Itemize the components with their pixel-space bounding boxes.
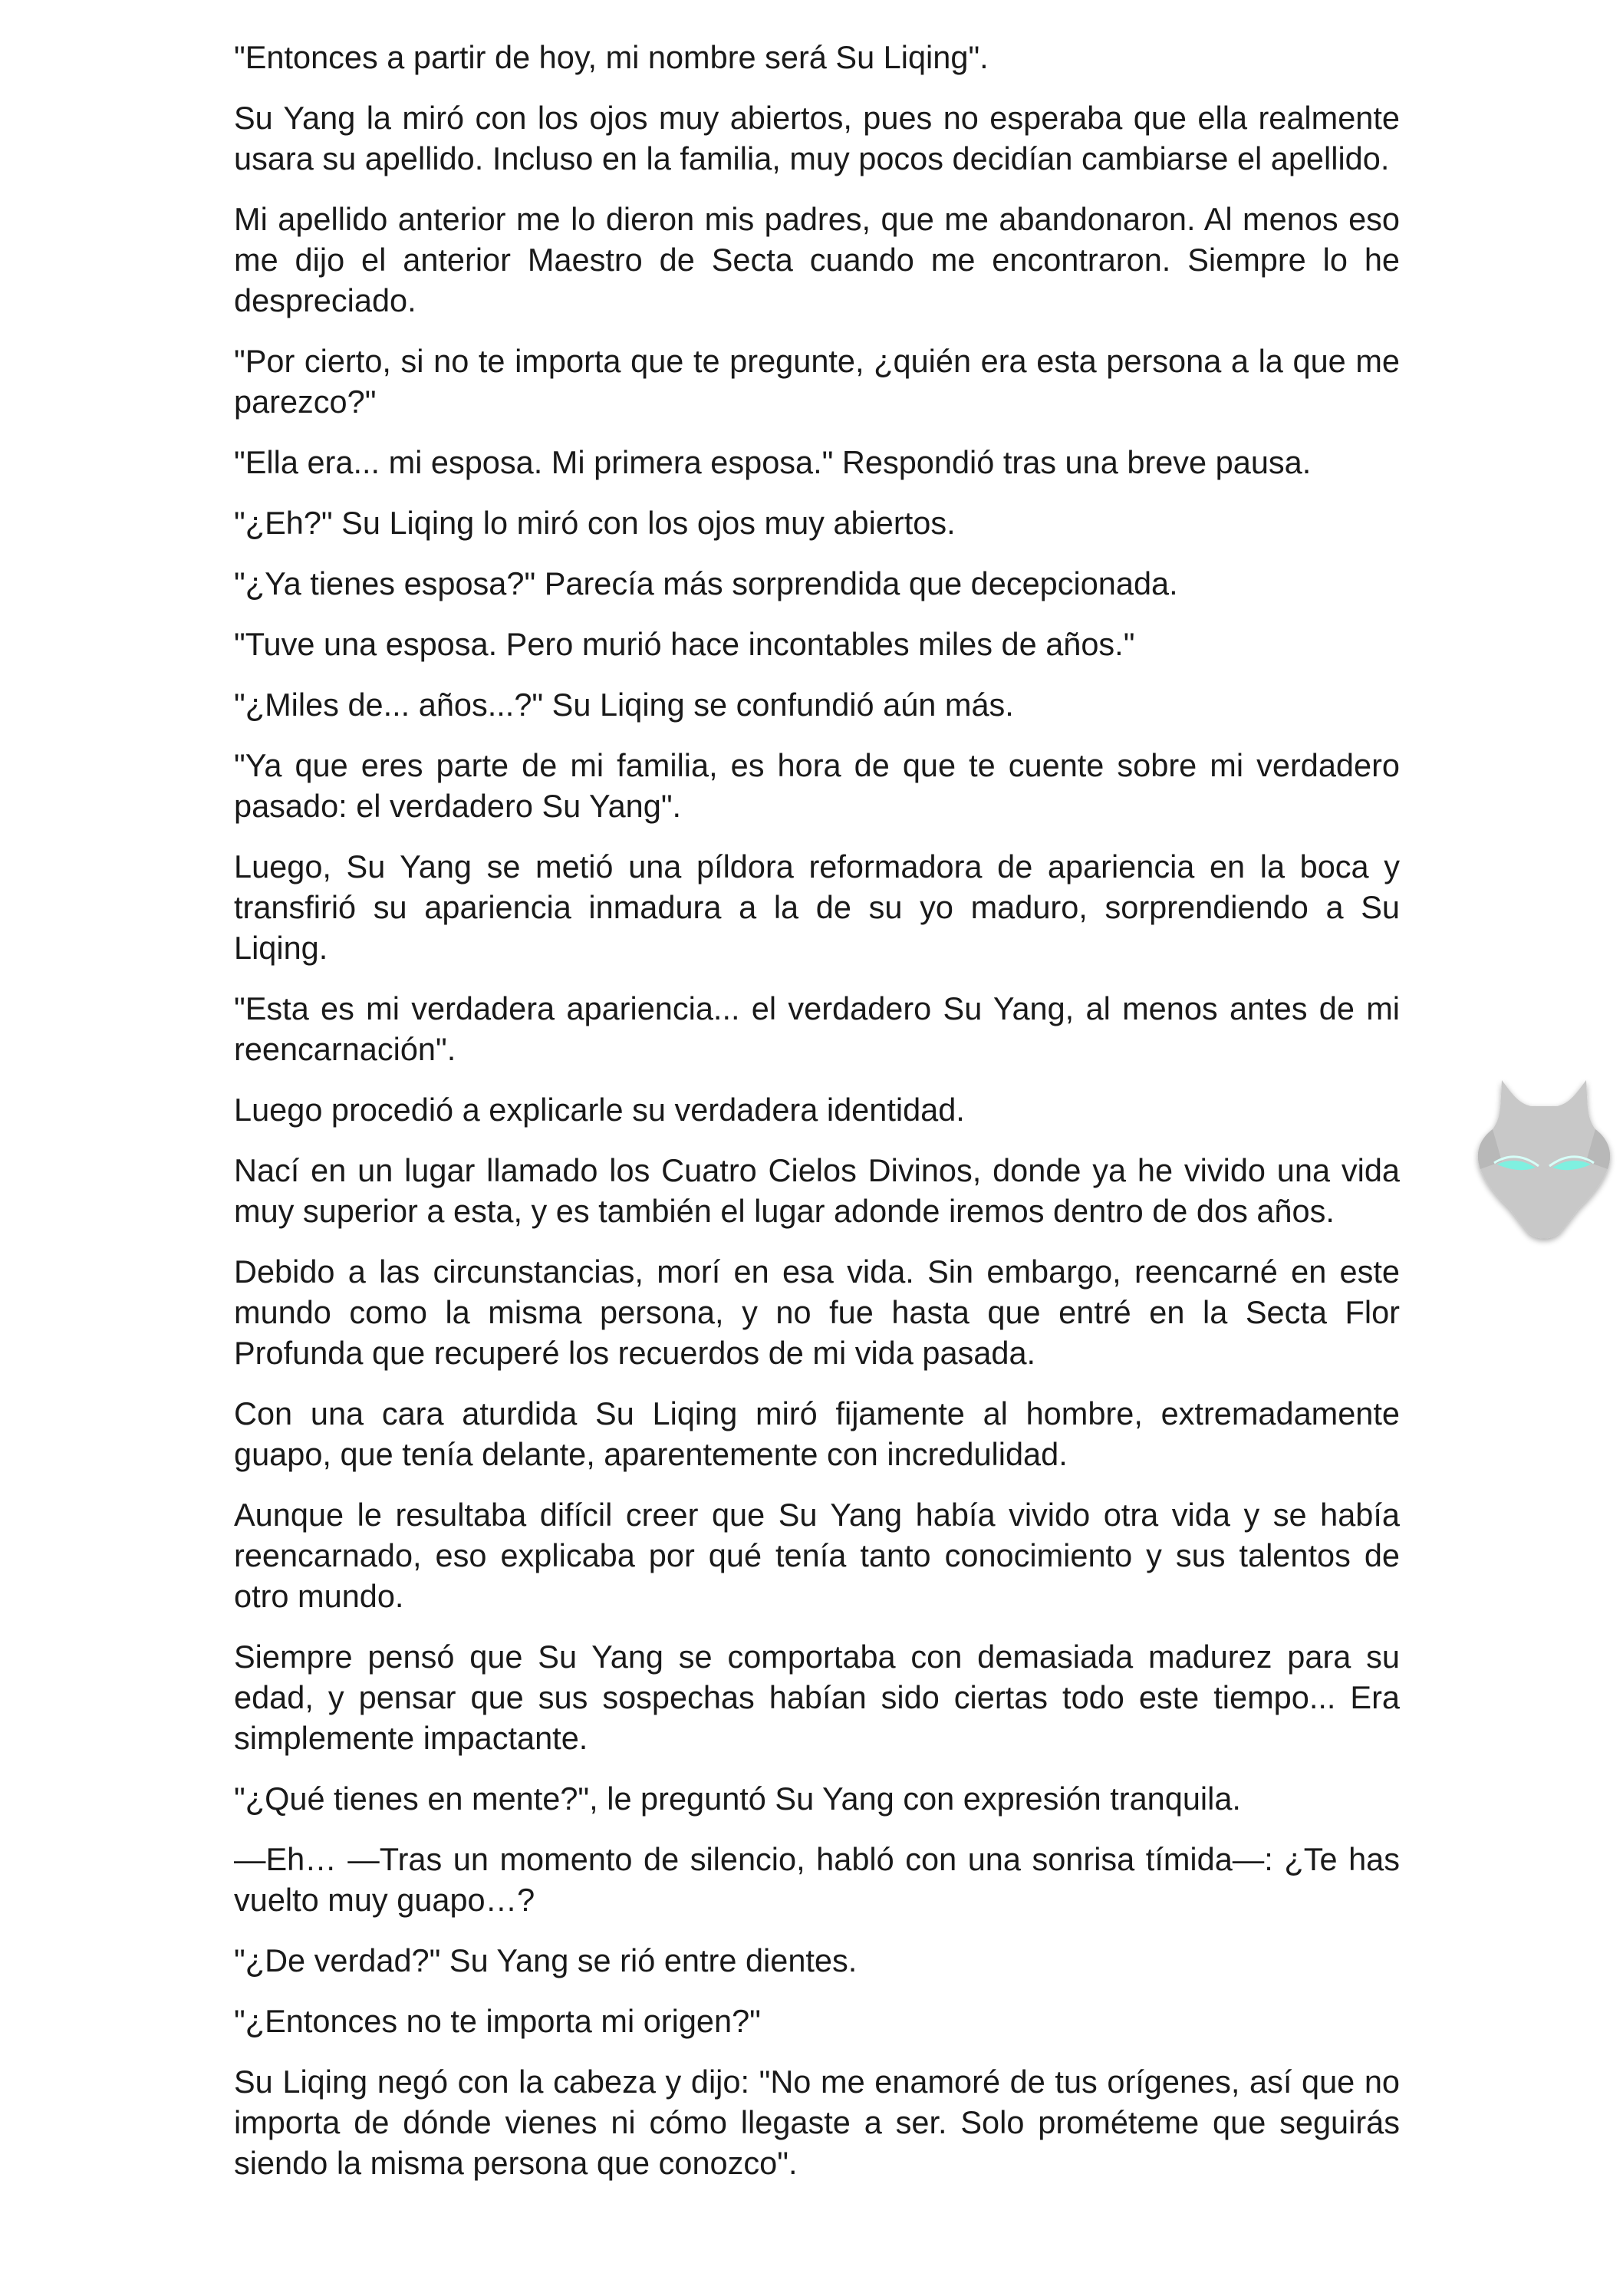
paragraph: Siempre pensó que Su Yang se comportaba con demasiada madurez para su edad, y pensar que sus sospechas habían sido ciertas todo este tiempo... Era simplemente impactante. [234, 1639, 1400, 1756]
paragraph: —Eh… —Tras un momento de silencio, habló con una sonrisa tímida—: ¿Te has vuelto muy guapo…? [234, 1841, 1400, 1918]
paragraph: Mi apellido anterior me lo dieron mis padres, que me abandonaron. Al menos eso me dijo el anterior Maestro de Secta cuando me encontraron. Siempre lo he despreciado. [234, 201, 1400, 318]
paragraph: Con una cara aturdida Su Liqing miró fijamente al hombre, extremadamente guapo, que tenía delante, aparentemente con incredulidad. [234, 1395, 1400, 1472]
paragraph: "Tuve una esposa. Pero murió hace incontables miles de años." [234, 626, 1135, 662]
paragraph: Luego procedió a explicarle su verdadera identidad. [234, 1092, 965, 1128]
paragraph: "Por cierto, si no te importa que te pregunte, ¿quién era esta persona a la que me parezco?" [234, 343, 1400, 420]
paragraph: "Entonces a partir de hoy, mi nombre será Su Liqing". [234, 39, 989, 75]
document-body [234, 37, 1400, 2203]
paragraph: "¿Qué tienes en mente?", le preguntó Su Yang con expresión tranquila. [234, 1780, 1241, 1817]
demon-head-icon [1471, 1072, 1617, 1249]
paragraph: "¿De verdad?" Su Yang se rió entre dientes. [234, 1942, 858, 1978]
paragraph: "¿Ya tienes esposa?" Parecía más sorprendida que decepcionada. [234, 565, 1178, 601]
paragraph: "¿Entonces no te importa mi origen?" [234, 2003, 761, 2039]
paragraph: Debido a las circunstancias, morí en esa vida. Sin embargo, reencarné en este mundo como la misma persona, y no fue hasta que entré en la Secta Flor Profunda que recuperé los recuerdos de mi vida pasada. [234, 1253, 1400, 1371]
paragraph: "Ella era... mi esposa. Mi primera esposa." Respondió tras una breve pausa. [234, 444, 1312, 480]
paragraph: "¿Eh?" Su Liqing lo miró con los ojos muy abiertos. [234, 505, 956, 541]
paragraph: Su Yang la miró con los ojos muy abiertos, pues no esperaba que ella realmente usara su apellido. Incluso en la familia, muy pocos decidían cambiarse el apellido. [234, 100, 1400, 176]
paragraph: "Esta es mi verdadera apariencia... el verdadero Su Yang, al menos antes de mi reencarnación". [234, 990, 1400, 1067]
paragraph: Aunque le resultaba difícil creer que Su Yang había vivido otra vida y se había reencarnado, eso explicaba por qué tenía tanto conocimiento y sus talentos de otro mundo. [234, 1497, 1400, 1614]
paragraph: Su Liqing negó con la cabeza y dijo: "No me enamoré de tus orígenes, así que no importa de dónde vienes ni cómo llegaste a ser. Solo prométeme que seguirás siendo la misma persona que conozco". [234, 2064, 1400, 2181]
paragraph: "¿Miles de... años...?" Su Liqing se confundió aún más. [234, 687, 1014, 723]
paragraph: Nací en un lugar llamado los Cuatro Cielos Divinos, donde ya he vivido una vida muy superior a esta, y es también el lugar adonde iremos dentro de dos años. [234, 1152, 1400, 1229]
paragraph: Luego, Su Yang se metió una píldora reformadora de apariencia en la boca y transfirió su apariencia inmadura a la de su yo maduro, sorprendiendo a Su Liqing. [234, 848, 1400, 966]
paragraph: "Ya que eres parte de mi familia, es hora de que te cuente sobre mi verdadero pasado: el verdadero Su Yang". [234, 747, 1400, 824]
